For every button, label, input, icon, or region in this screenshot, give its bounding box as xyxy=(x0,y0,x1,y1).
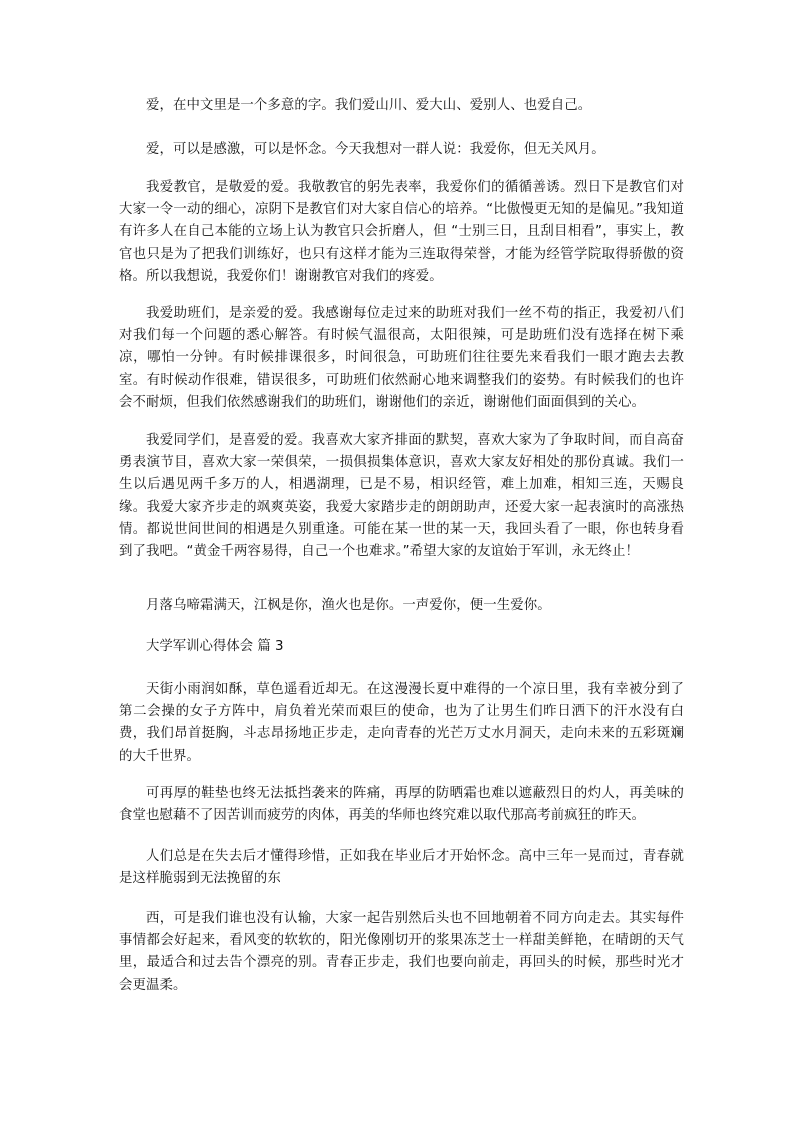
section-heading: 大学军训心得体会 篇 3 xyxy=(146,639,284,654)
paragraph-2: 爱，可以是感激，可以是怀念。今天我想对一群人说：我爱你，但无关风月。 xyxy=(146,142,605,157)
paragraph-7: 天街小雨润如酥，草色遥看近却无。在这漫漫长夏中难得的一个凉日里，我有幸被分到了第二会操的女子方阵中，肩负着光荣而艰巨的使命，也为了让男生们昨日洒下的汗水没有白费，我们昂首挺胸，斗志昂扬地正步走，走向青春的光芒万丈水月洞天，走向未来的五彩斑斓的大千世界。 xyxy=(119,682,684,764)
paragraph-9: 人们总是在失去后才懂得珍惜，正如我在毕业后才开始怀念。高中三年一晃而过，青春就是这样脆弱到无法挽留的东 xyxy=(119,849,684,887)
paragraph-3: 我爱教官，是敬爱的爱。我敬教官的躬先表率，我爱你们的循循善诱。烈日下是教官们对大家一令一动的细心，凉阴下是教官们对大家自信心的培养。“比傲慢更无知的是偏见。”我知道有许多人在自己本能的立场上认为教官只会折磨人，但 “士别三日，且刮目相看”，事实上，教官也只是为了把我们训练好，也只有这样才能为三连取得荣誉，才能为经管学院取得骄傲的资格。所以我想说，我爱你们！谢谢教官对我们的疼爱。 xyxy=(119,180,684,284)
paragraph-5: 我爱同学们，是喜爱的爱。我喜欢大家齐排面的默契，喜欢大家为了争取时间，而自高奋勇表演节目，喜欢大家一荣俱荣，一损俱损集体意识，喜欢大家友好相处的那份真诚。我们一生以后遇见两千多万的人，相遇湖理，已是不易，相识经管，难上加难，相知三连，天赐良缘。我爱大家齐步走的飒爽英姿，我爱大家踏步走的朗朗助声，还爱大家一起表演时的高涨热情。都说世间世间的相遇是久别重逢。可能在某一世的某一天，我回头看了一眼，你也转身看到了我吧。“黄金千两容易得，自己一个也难求。”希望大家的友谊始于军训，永无终止！ xyxy=(119,433,684,560)
paragraph-6: 月落乌啼霜满天，江枫是你，渔火也是你。一声爱你，便一生爱你。 xyxy=(146,598,551,613)
paragraph-4: 我爱助班们，是亲爱的爱。我感谢每位走过来的助班对我们一丝不苟的指正，我爱初八们对我们每一个问题的悉心解答。有时候气温很高，太阳很辣，可是助班们没有选择在树下乘凉，哪怕一分钟。有时候排课很多，时间很急，可助班们往往要先来看我们一眼才跑去去教室。有时候动作很难，错误很多，可助班们依然耐心地来调整我们的姿势。有时候我们的也许会不耐烦，但我们依然感谢我们的助班们，谢谢他们的亲近，谢谢他们面面俱到的关心。 xyxy=(119,306,684,410)
paragraph-1: 爱，在中文里是一个多意的字。我们爱山川、爱大山、爱别人、也爱自己。 xyxy=(146,98,592,113)
paragraph-10: 西，可是我们谁也没有认输，大家一起告别然后头也不回地朝着不同方向走去。其实每件事情都会好起来，看风变的软软的，阳光像刚切开的浆果冻芝士一样甜美鲜艳，在晴朗的天气里，最适合和过去告个漂亮的别。青春正步走，我们也要向前走，再回头的时候，那些时光才会更温柔。 xyxy=(119,911,684,993)
paragraph-8: 可再厚的鞋垫也终无法抵挡袭来的阵痛，再厚的防晒霜也难以遮蔽烈日的灼人，再美味的食堂也慰藉不了因苦训而疲劳的肉体，再美的华师也终究难以取代那高考前疯狂的昨天。 xyxy=(119,786,684,824)
